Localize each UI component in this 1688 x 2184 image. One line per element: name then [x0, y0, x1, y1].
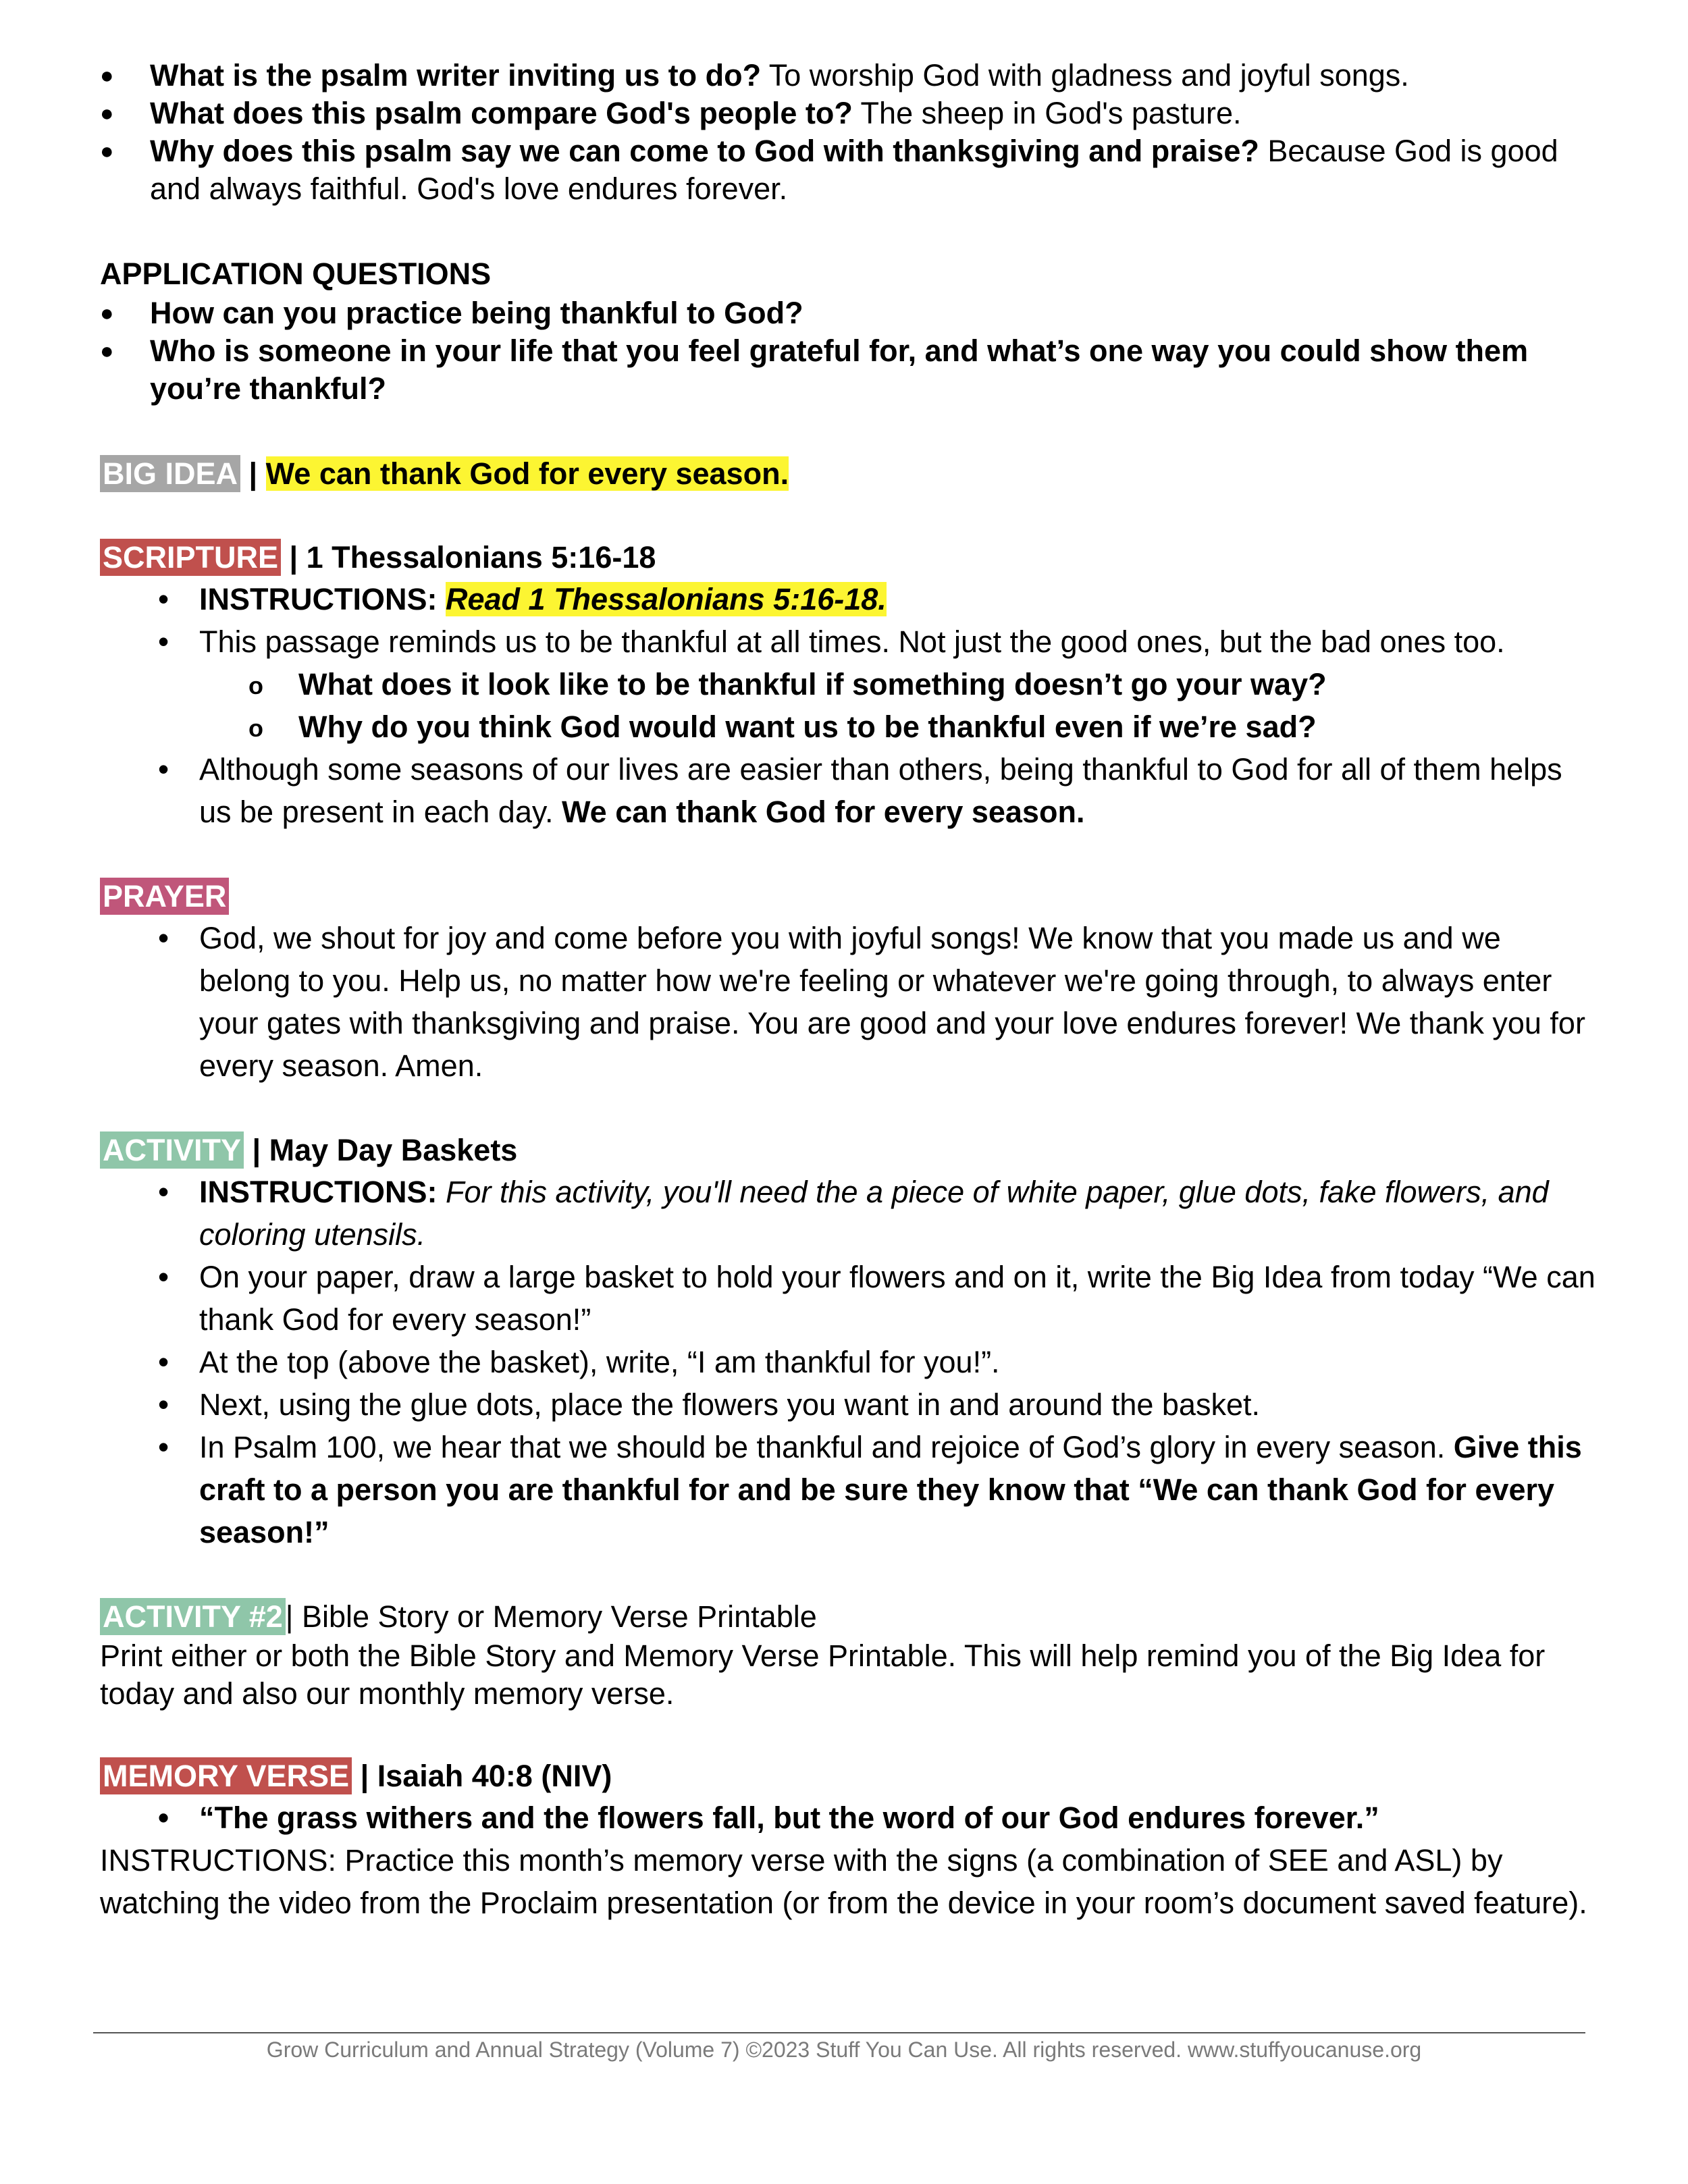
intro-question-list [100, 57, 1599, 208]
prayer-heading [100, 876, 1599, 917]
prayer-label: PRAYER [100, 878, 229, 915]
big-idea-label: BIG IDEA [100, 455, 240, 492]
big-idea-text: We can thank God for every season. [265, 456, 789, 491]
page-footer: Grow Curriculum and Annual Strategy (Volume 7) ©2023 Stuff You Can Use. All rights reserved. www.stuffyoucanuse.org [266, 2037, 1422, 2062]
big-idea-heading: BIG IDEA | We can thank God for every season. [100, 454, 1599, 494]
scripture-list-continued [100, 748, 1599, 833]
memory-verse-heading: MEMORY VERSE | Isaiah 40:8 (NIV) [100, 1756, 1599, 1796]
activity-title: May Day Baskets [269, 1133, 518, 1167]
list-item: • INSTRUCTIONS: Read 1 Thessalonians 5:16-18. [100, 578, 1599, 620]
activity2-title: Bible Story or Memory Verse Printable [301, 1599, 817, 1634]
list-item: • Although some seasons of our lives are easier than others, being thankful to God for all of them helps us be present in each day. We can thank God for every season. [100, 748, 1599, 833]
activity2-text: Print either or both the Bible Story and Memory Verse Printable. This will help remind you of the Big Idea for today and also our monthly memory verse. [100, 1639, 1546, 1711]
activity2-label: ACTIVITY #2 [100, 1598, 286, 1635]
memory-verse-instructions: INSTRUCTIONS: Practice this month’s memory verse with the signs (a combination of SEE and ASL) by watching the video from the Proclaim presentation (or from the device in your room’s document saved feature). [100, 1843, 1587, 1920]
scripture-heading: SCRIPTURE | 1 Thessalonians 5:16-18 [100, 537, 1599, 578]
application-heading: APPLICATION QUESTIONS [100, 257, 492, 291]
list-item: o What does it look like to be thankful if something doesn’t go your way? [100, 663, 1599, 705]
application-question-list [100, 294, 1599, 408]
list-item: • “The grass withers and the flowers fall, but the word of our God endures forever.” [100, 1796, 1599, 1839]
activity-label: ACTIVITY [100, 1131, 244, 1169]
memory-verse-reference: Isaiah 40:8 (NIV) [377, 1759, 612, 1793]
list-item: • On your paper, draw a large basket to hold your flowers and on it, write the Big Idea from today “We can thank God for every season!” [100, 1256, 1599, 1341]
activity-heading: ACTIVITY | May Day Baskets [100, 1130, 1599, 1171]
footer-divider [93, 2032, 1585, 2033]
list-item: ● What is the psalm writer inviting us to do? To worship God with gladness and joyful songs. [100, 57, 1599, 95]
list-item: o Why do you think God would want us to be thankful even if we’re sad? [100, 705, 1599, 748]
list-item: • INSTRUCTIONS: For this activity, you'll need the a piece of white paper, glue dots, fake flowers, and coloring utensils. [100, 1171, 1599, 1256]
activity-list [100, 1171, 1599, 1553]
scripture-sub-question-list [100, 663, 1599, 748]
memory-verse-label: MEMORY VERSE [100, 1757, 352, 1794]
list-item: ● Why does this psalm say we can come to God with thanksgiving and praise? Because God is good and always faithful. God's love endures forever. [100, 132, 1599, 208]
list-item: • God, we shout for joy and come before you with joyful songs! We know that you made us and we belong to you. Help us, no matter how we're feeling or whatever we're going through, to always enter your gates with thanksgiving and praise. You are good and your love endures forever! We thank you for every season. Amen. [100, 917, 1599, 1087]
scripture-reference: 1 Thessalonians 5:16-18 [306, 540, 656, 575]
memory-verse-list [100, 1796, 1599, 1839]
scripture-list [100, 578, 1599, 663]
list-item: • Next, using the glue dots, place the flowers you want in and around the basket. [100, 1383, 1599, 1426]
list-item: • This passage reminds us to be thankful at all times. Not just the good ones, but the bad ones too. [100, 620, 1599, 663]
activity2-heading: ACTIVITY #2| Bible Story or Memory Verse Printable [100, 1597, 1599, 1637]
list-item: ● What does this psalm compare God's people to? The sheep in God's pasture. [100, 95, 1599, 132]
prayer-list [100, 917, 1599, 1087]
document-page [100, 57, 1599, 1924]
list-item: ● How can you practice being thankful to God? [100, 294, 1599, 332]
list-item: ● Who is someone in your life that you feel grateful for, and what’s one way you could show them you’re thankful? [100, 332, 1599, 408]
scripture-label: SCRIPTURE [100, 539, 281, 576]
list-item: • In Psalm 100, we hear that we should be thankful and rejoice of God’s glory in every season. Give this craft to a person you are thankful for and be sure they know that “We can thank God for every season!” [100, 1426, 1599, 1553]
list-item: • At the top (above the basket), write, “I am thankful for you!”. [100, 1341, 1599, 1383]
